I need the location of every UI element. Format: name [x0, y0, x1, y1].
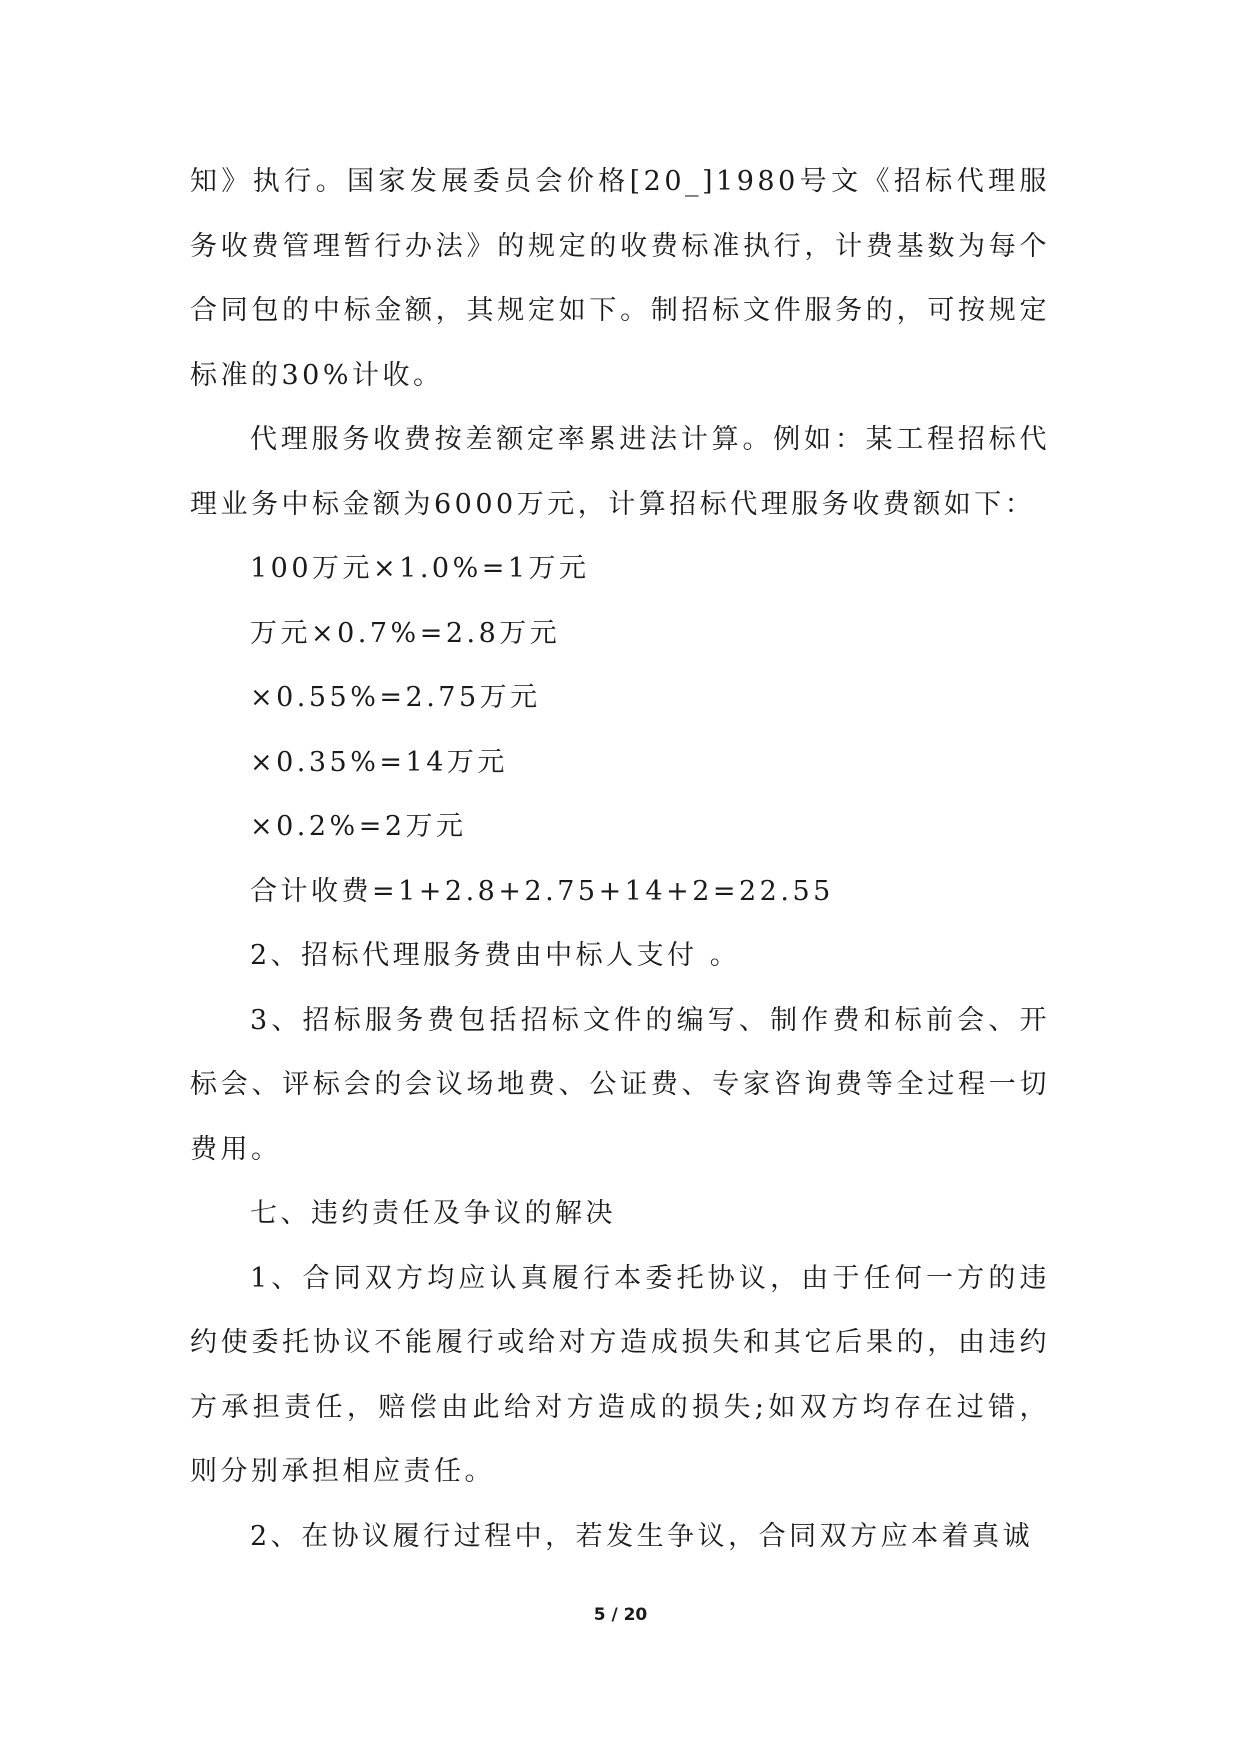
calc-line-1: 100万元×1.0%=1万元: [250, 553, 590, 584]
calc-total: 合计收费=1+2.8+2.75+14+2=22.55: [250, 875, 834, 907]
document-body: [190, 150, 1050, 1569]
paragraph-fee-scope: 3、招标服务费包括招标文件的编写、制作费和标前会、开标会、评标会的会议场地费、公证费、专家咨询费等全过程一切费用。: [190, 1004, 1050, 1165]
paragraph-dispute: 2、在协议履行过程中，若发生争议，合同双方应本着真诚: [250, 1520, 1034, 1552]
calc-line-4: ×0.35%=14万元: [250, 746, 508, 778]
paragraph-fee-standard: 知》执行。国家发展委员会价格[20_]1980号文《招标代理服务收费管理暂行办法》的规定的收费标准执行，计费基数为每个合同包的中标金额，其规定如下。制招标文件服务的，可按规定标准的30%计收。: [190, 166, 1050, 391]
paragraph-fee-payer: 2、招标代理服务费由中标人支付 。: [250, 940, 741, 971]
paragraph-fee-calculation: 代理服务收费按差额定率累进法计算。例如：某工程招标代理业务中标金额为6000万元，计算招标代理服务收费额如下：: [190, 424, 1050, 520]
calc-line-5: ×0.2%=2万元: [250, 811, 467, 842]
page-number: 5 / 20: [593, 1605, 648, 1625]
calc-line-2: 万元×0.7%=2.8万元: [250, 617, 561, 649]
section-heading-breach: 七、违约责任及争议的解决: [250, 1198, 616, 1229]
paragraph-breach-liability: 1、合同双方均应认真履行本委托协议，由于任何一方的违约使委托协议不能履行或给对方造成损失和其它后果的，由违约方承担责任，赔偿由此给对方造成的损失;如双方均存在过错，则分别承担相应责任。: [190, 1262, 1050, 1487]
calc-line-3: ×0.55%=2.75万元: [250, 682, 541, 713]
